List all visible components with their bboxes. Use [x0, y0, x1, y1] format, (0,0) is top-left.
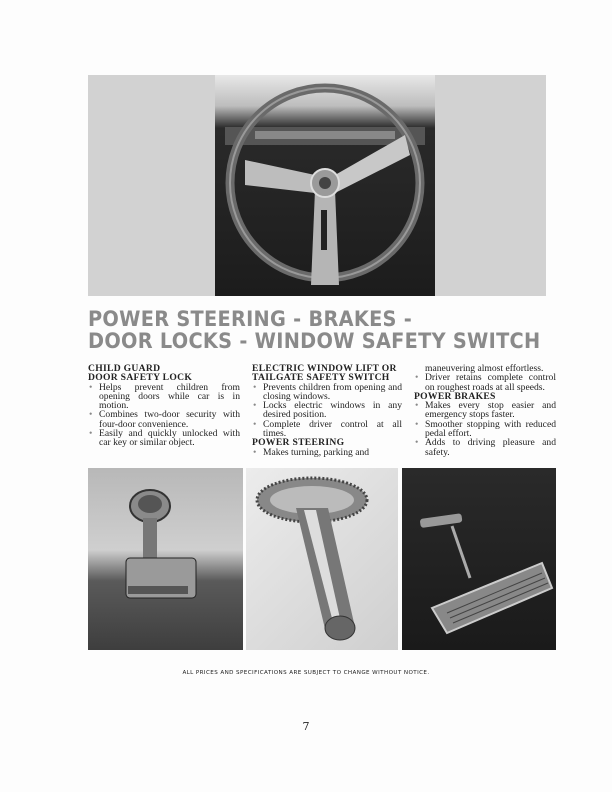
heading-child-guard: CHILD GUARD: [88, 363, 161, 374]
bullet: • Helps prevent children from opening doors while car is in motion.: [88, 383, 240, 411]
brake-pedal-photo: [402, 468, 556, 650]
column-power-brakes: [414, 364, 556, 457]
page-number: 7: [302, 720, 310, 733]
page-headline: [88, 308, 540, 352]
heading-door-safety-lock: DOOR SAFETY LOCK: [88, 372, 193, 384]
steering-wheel-photo: [215, 75, 435, 296]
heading-power-steering: POWER STEERING: [252, 437, 345, 449]
heading-power-brakes: POWER BRAKES: [414, 390, 496, 402]
gray-panel-left: [88, 75, 215, 296]
headline-line-1: POWER STEERING - BRAKES -: [88, 307, 413, 331]
headline-line-2: DOOR LOCKS - WINDOW SAFETY SWITCH: [88, 329, 541, 353]
column-window-switch: [252, 364, 402, 457]
gray-panel-right: [435, 75, 546, 296]
bullet: • Makes every stop easier and emergency stops faster.: [414, 401, 556, 420]
bullet: • Easily and quickly unlocked with car key or similar object.: [88, 429, 240, 448]
window-switch-knob-photo: [246, 468, 398, 650]
bullet: • Makes turning, parking and: [252, 448, 402, 457]
heading-electric-window: ELECTRIC WINDOW LIFT OR: [252, 363, 397, 374]
door-lock-photo: [88, 468, 243, 650]
bullet: • Driver retains complete control on roughest roads at all speeds.: [414, 373, 556, 392]
continuation-text: maneuvering almost effortless.: [425, 363, 544, 374]
bullet: • Combines two-door security with four-door convenience.: [88, 410, 240, 429]
bullet: • Adds to driving pleasure and safety.: [414, 438, 556, 457]
heading-tailgate-switch: TAILGATE SAFETY SWITCH: [252, 372, 390, 384]
disclaimer-footer: ALL PRICES AND SPECIFICATIONS ARE SUBJECT TO CHANGE WITHOUT NOTICE.: [182, 670, 430, 676]
bullet: • Prevents children from opening and closing windows.: [252, 383, 402, 402]
bullet: • Complete driver control at all times.: [252, 420, 402, 439]
bullet: • Locks electric windows in any desired position.: [252, 401, 402, 420]
bullet: • Smoother stopping with reduced pedal effort.: [414, 420, 556, 439]
column-child-guard: [88, 364, 240, 448]
